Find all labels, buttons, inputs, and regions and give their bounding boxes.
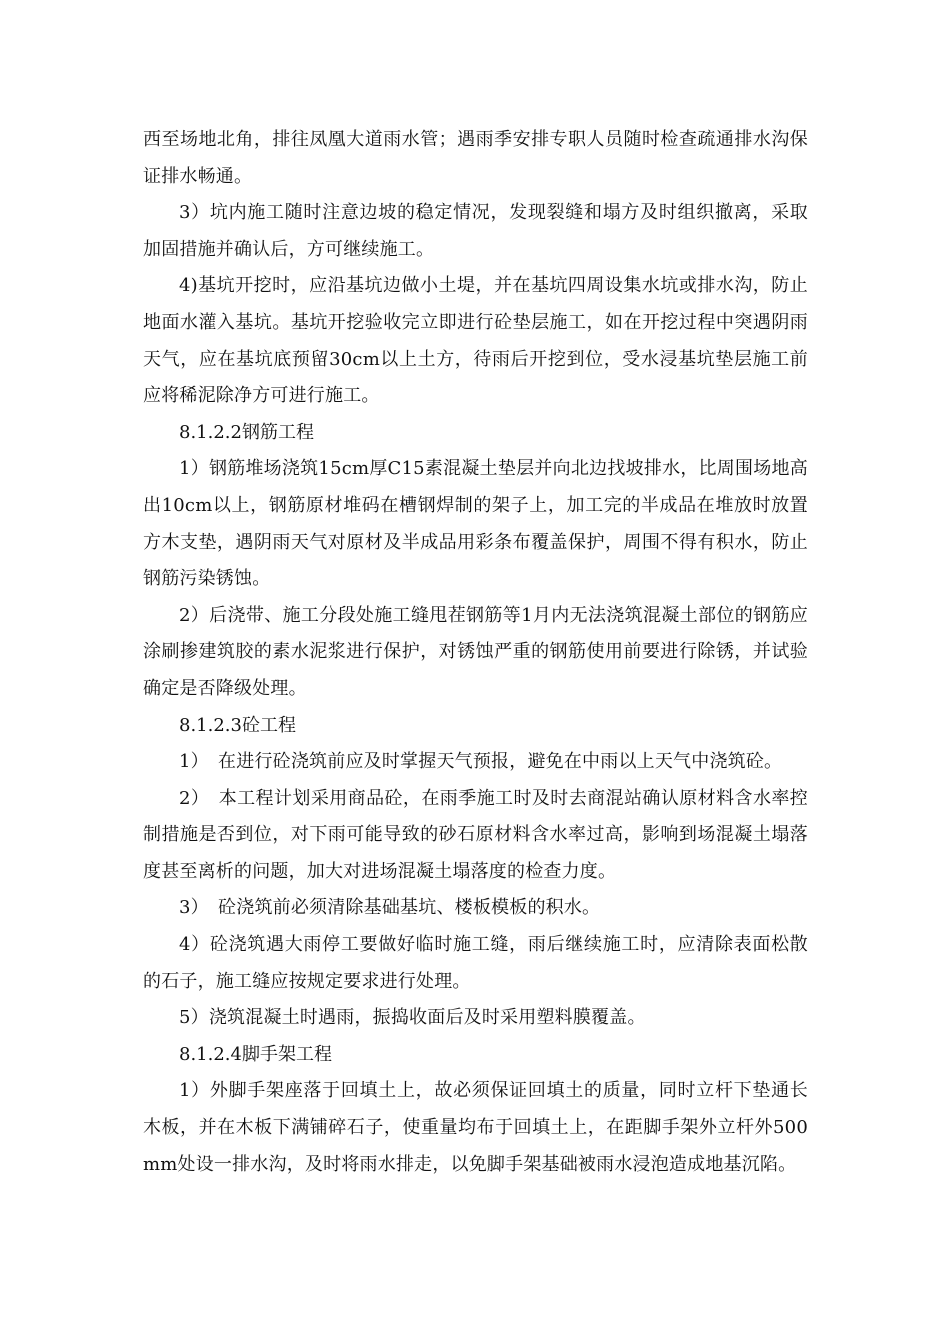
paragraph-pit-excavation: 4)基坑开挖时，应沿基坑边做小土堤，并在基坑四周设集水坑或排水沟，防止地面水灌入基坑。基坑开挖验收完立即进行砼垫层施工，如在开挖过程中突遇阴雨天气，应在基坑底预留30cm以上土方，待雨后开挖到位，受水浸基坑垫层施工前应将稀泥除净方可进行施工。: [143, 275, 808, 407]
paragraph-concrete-forecast: 1） 在进行砼浇筑前应及时掌握天气预报，避免在中雨以上天气中浇筑砼。: [179, 751, 783, 773]
section-heading-scaffold: 8.1.2.4脚手架工程: [179, 1043, 332, 1065]
paragraph-rebar-yard: 1）钢筋堆场浇筑15cm厚C15素混凝土垫层并向北边找坡排水，比周围场地高出10cm以上，钢筋原材堆码在槽钢焊制的架子上，加工完的半成品在堆放时放置方木支垫，遇阴雨天气对原材及半成品用彩条布覆盖保护，周围不得有积水，防止钢筋污染锈蚀。: [143, 458, 808, 590]
paragraph-pit-slope: 3）坑内施工随时注意边坡的稳定情况，发现裂缝和塌方及时组织撤离，采取加固措施并确认后，方可继续施工。: [143, 202, 808, 260]
paragraph-concrete-joints: 4）砼浇筑遇大雨停工要做好临时施工缝，雨后继续施工时，应清除表面松散的石子，施工缝应按规定要求进行处理。: [143, 934, 808, 992]
section-heading-concrete: 8.1.2.3砼工程: [179, 714, 296, 736]
paragraph-drainage-continued: 西至场地北角，排往凤凰大道雨水管；遇雨季安排专职人员随时检查疏通排水沟保证排水畅通。: [143, 129, 808, 187]
section-heading-rebar: 8.1.2.2钢筋工程: [179, 421, 314, 443]
paragraph-concrete-cover: 5）浇筑混凝土时遇雨，振捣收面后及时采用塑料膜覆盖。: [179, 1007, 646, 1029]
paragraph-concrete-commercial: 2） 本工程计划采用商品砼，在雨季施工时及时去商混站确认原材料含水率控制措施是否到位，对下雨可能导致的砂石原材料含水率过高，影响到场混凝土塌落度甚至离析的问题，加大对进场混凝土塌落度的检查力度。: [143, 787, 808, 882]
paragraph-rebar-protection: 2）后浇带、施工分段处施工缝甩茬钢筋等1月内无法浇筑混凝土部位的钢筋应涂刷掺建筑胶的素水泥浆进行保护，对锈蚀严重的钢筋使用前要进行除锈，并试验确定是否降级处理。: [143, 604, 808, 699]
document-page: [143, 122, 808, 1183]
paragraph-scaffold-foundation: 1）外脚手架座落于回填土上，故必须保证回填土的质量，同时立杆下垫通长木板，并在木板下满铺碎石子，使重量均布于回填土上，在距脚手架外立杆外500mm处设一排水沟，及时将雨水排走，以免脚手架基础被雨水浸泡造成地基沉陷。: [143, 1080, 808, 1175]
paragraph-concrete-water-removal: 3） 砼浇筑前必须清除基础基坑、楼板模板的积水。: [179, 897, 601, 919]
